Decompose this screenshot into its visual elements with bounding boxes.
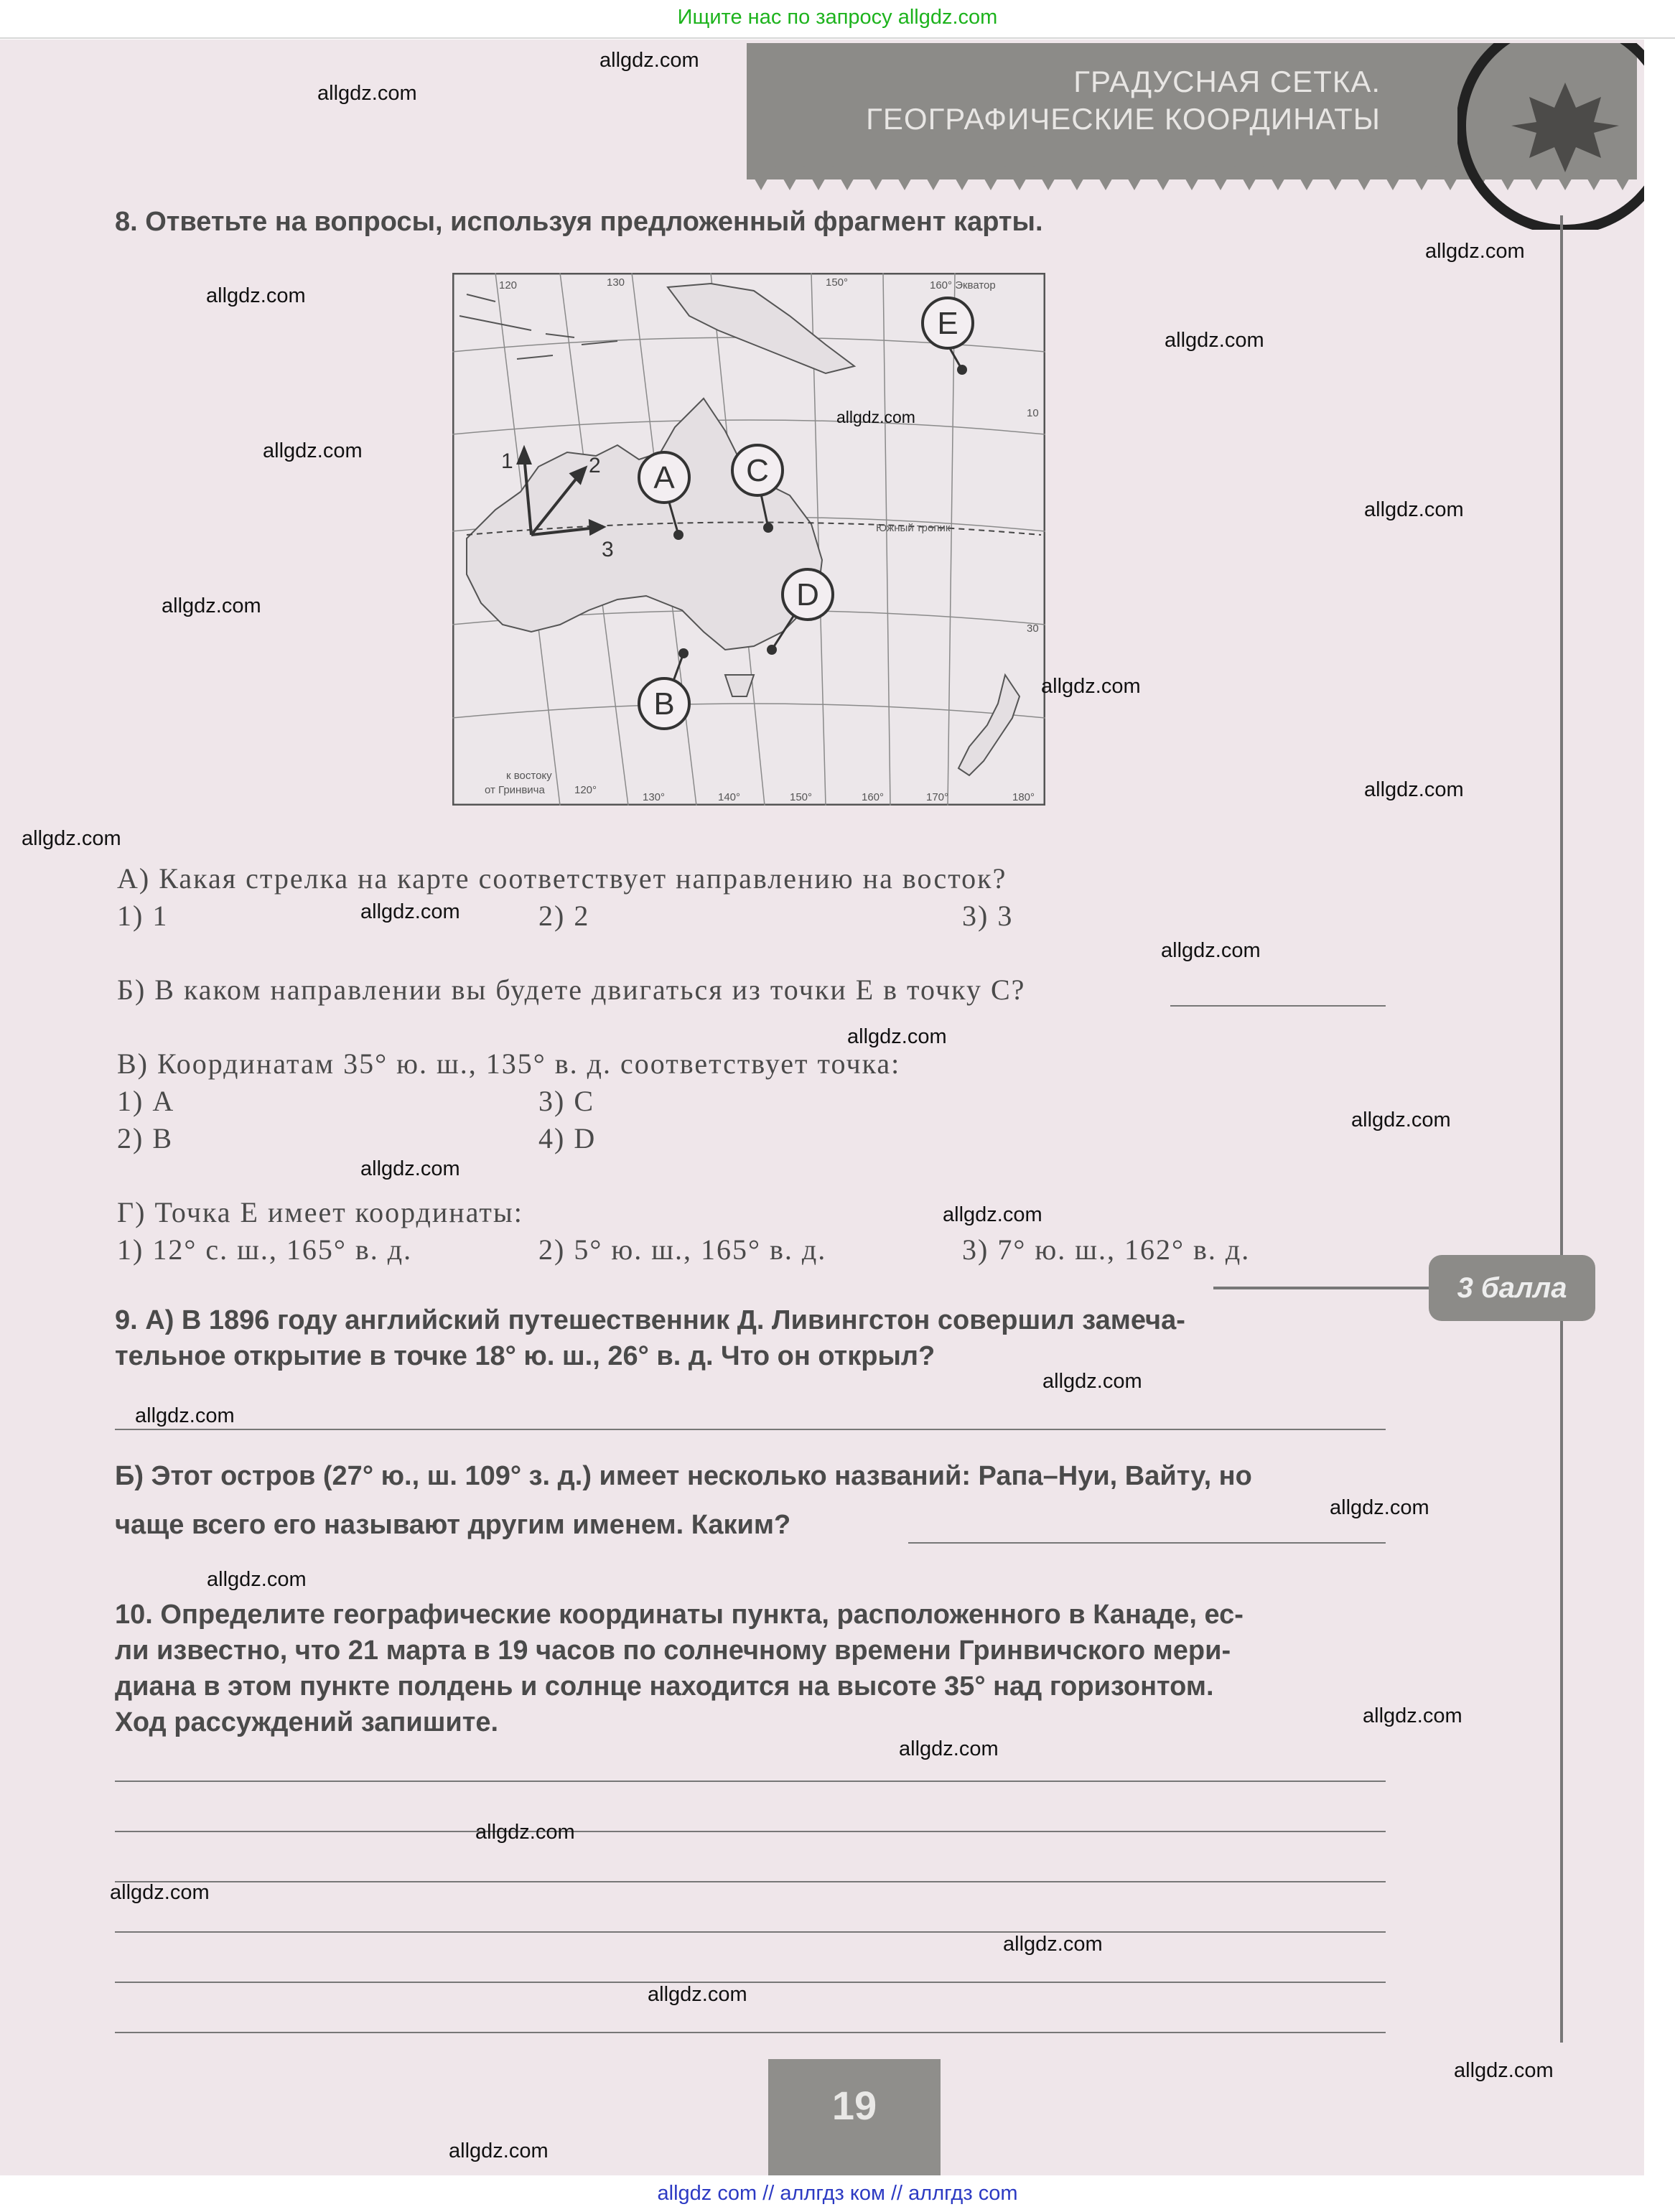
question-8-title: 8. Ответьте на вопросы, используя предложенный фрагмент карты.: [115, 207, 1043, 237]
watermark: allgdz.com: [599, 49, 699, 72]
q10-answer-line-5[interactable]: [115, 1982, 1386, 1983]
bottom-banner[interactable]: allgdz com // аллгдз ком // аллгдз com: [0, 2177, 1675, 2212]
point-label-a: A: [653, 460, 675, 495]
watermark: allgdz.com: [449, 2139, 549, 2162]
q8-a-option-2: 2) 2: [538, 900, 590, 932]
lon-tick-150: 150°: [790, 791, 813, 803]
watermark: allgdz.com: [1363, 1704, 1462, 1727]
score-badge: 3 балла: [1429, 1255, 1595, 1321]
q8-v-question: В) Координатам 35° ю. ш., 135° в. д. соответствует точка:: [117, 1047, 901, 1080]
lat-right-10: 10: [1027, 407, 1039, 419]
tropic-label: Южный тропик: [876, 522, 951, 534]
q9-a-line1: 9. А) В 1896 году английский путешественник Д. Ливингстон совершил замеча-: [115, 1305, 1185, 1335]
arrow-label-2: 2: [589, 454, 601, 477]
q8-v-option-2: 2) В: [117, 1122, 173, 1154]
watermark: allgdz.com: [1454, 2059, 1554, 2082]
q10-answer-line-1[interactable]: [115, 1781, 1386, 1782]
point-label-b: B: [653, 686, 675, 722]
compass-star-icon: [1457, 43, 1644, 230]
q8-g-option-3: 3) 7° ю. ш., 162° в. д.: [962, 1233, 1251, 1266]
watermark: allgdz.com: [1425, 240, 1525, 263]
watermark: allgdz.com: [847, 1025, 947, 1048]
watermark: allgdz.com: [1161, 939, 1261, 962]
watermark: allgdz.com: [22, 827, 121, 850]
q10-answer-line-6[interactable]: [115, 2032, 1386, 2033]
lon-tick-170: 170°: [926, 791, 949, 803]
watermark: allgdz.com: [648, 1983, 747, 2006]
lon-note-1: к востоку: [506, 770, 552, 782]
section-title: [866, 63, 1381, 138]
q9-a-answer-line[interactable]: [115, 1429, 1386, 1430]
watermark: allgdz.com: [1364, 778, 1464, 801]
lon-tick-140: 140°: [718, 791, 741, 803]
q10-line2: ли известно, что 21 марта в 19 часов по солнечному времени Гринвичского мери-: [115, 1635, 1231, 1666]
lon-top-150: 150°: [826, 276, 849, 289]
q9-b-line2: чаще всего его называют другим именем. Каким?: [115, 1510, 791, 1540]
q8-v-option-4: 4) D: [538, 1122, 597, 1154]
watermark: allgdz.com: [360, 1157, 460, 1180]
q8-a-question: А) Какая стрелка на карте соответствует направлению на восток?: [117, 862, 1007, 895]
lon-note-2: от Гринвича: [485, 784, 545, 796]
arrow-label-1: 1: [501, 449, 513, 473]
watermark: allgdz.com: [1165, 329, 1264, 352]
q8-a-option-1: 1) 1: [117, 900, 169, 932]
score-rule: [1213, 1287, 1429, 1289]
lon-tick-130: 130°: [643, 791, 666, 803]
lat-right-30: 30: [1027, 622, 1039, 635]
q8-g-option-2: 2) 5° ю. ш., 165° в. д.: [538, 1233, 827, 1266]
q9-b-answer-line[interactable]: [908, 1542, 1386, 1544]
point-label-d: D: [796, 577, 819, 612]
watermark: allgdz.com: [1042, 1370, 1142, 1393]
top-banner[interactable]: Ищите нас по запросу allgdz.com: [0, 0, 1675, 39]
lon-top-120: 120: [499, 279, 518, 291]
q10-line3: диана в этом пункте полдень и солнце находится на высоте 35° над горизонтом.: [115, 1671, 1214, 1702]
watermark: allgdz.com: [1041, 675, 1141, 698]
q8-a-option-3: 3) 3: [962, 900, 1014, 932]
q10-answer-line-2[interactable]: [115, 1831, 1386, 1832]
q10-answer-line-3[interactable]: [115, 1881, 1386, 1882]
watermark: allgdz.com: [475, 1821, 575, 1844]
q9-a-line2: тельное открытие в точке 18° ю. ш., 26° в. д. Что он открыл?: [115, 1341, 936, 1371]
watermark: allgdz.com: [360, 900, 460, 923]
watermark: allgdz.com: [943, 1203, 1042, 1226]
q8-g-question: Г) Точка Е имеет координаты:: [117, 1196, 523, 1228]
australia-map: [452, 273, 1045, 806]
lon-top-130: 130: [607, 276, 625, 289]
watermark: allgdz.com: [836, 408, 915, 426]
watermark: allgdz.com: [1003, 1933, 1103, 1956]
point-label-e: E: [937, 306, 958, 341]
equator-label: 160° Экватор: [930, 279, 996, 291]
margin-rule: [1560, 215, 1563, 2043]
watermark: allgdz.com: [1330, 1496, 1429, 1519]
watermark: allgdz.com: [207, 1568, 307, 1591]
watermark: allgdz.com: [1364, 498, 1464, 521]
lon-tick-160: 160°: [862, 791, 885, 803]
q8-b-question: Б) В каком направлении вы будете двигаться из точки Е в точку С?: [117, 974, 1026, 1006]
page-number: 19: [768, 2059, 941, 2175]
lon-tick-180: 180°: [1012, 791, 1035, 803]
q8-b-answer-line[interactable]: [1170, 1005, 1386, 1007]
section-title-line1: ГРАДУСНАЯ СЕТКА.: [1073, 65, 1381, 98]
q10-line1: 10. Определите географические координаты пункта, расположенного в Канаде, ес-: [115, 1600, 1244, 1630]
watermark: allgdz.com: [317, 82, 417, 105]
watermark: allgdz.com: [162, 594, 261, 617]
q8-g-option-1: 1) 12° с. ш., 165° в. д.: [117, 1233, 413, 1266]
q8-v-option-3: 3) С: [538, 1085, 594, 1117]
point-label-c: C: [746, 453, 769, 488]
watermark: allgdz.com: [206, 284, 306, 307]
arrow-label-3: 3: [602, 538, 614, 561]
lon-tick-120: 120°: [574, 784, 597, 796]
watermark: allgdz.com: [110, 1881, 210, 1904]
watermark: allgdz.com: [263, 439, 363, 462]
q9-b-line1: Б) Этот остров (27° ю., ш. 109° з. д.) имеет несколько названий: Рапа–Нуи, Вайту, но: [115, 1461, 1252, 1491]
watermark: allgdz.com: [135, 1404, 235, 1427]
q10-answer-line-4[interactable]: [115, 1931, 1386, 1933]
q8-v-option-1: 1) А: [117, 1085, 175, 1117]
watermark: allgdz.com: [899, 1737, 999, 1760]
watermark: allgdz.com: [1351, 1109, 1451, 1131]
section-title-line2: ГЕОГРАФИЧЕСКИЕ КООРДИНАТЫ: [866, 102, 1381, 136]
q10-line4: Ход рассуждений запишите.: [115, 1707, 499, 1737]
